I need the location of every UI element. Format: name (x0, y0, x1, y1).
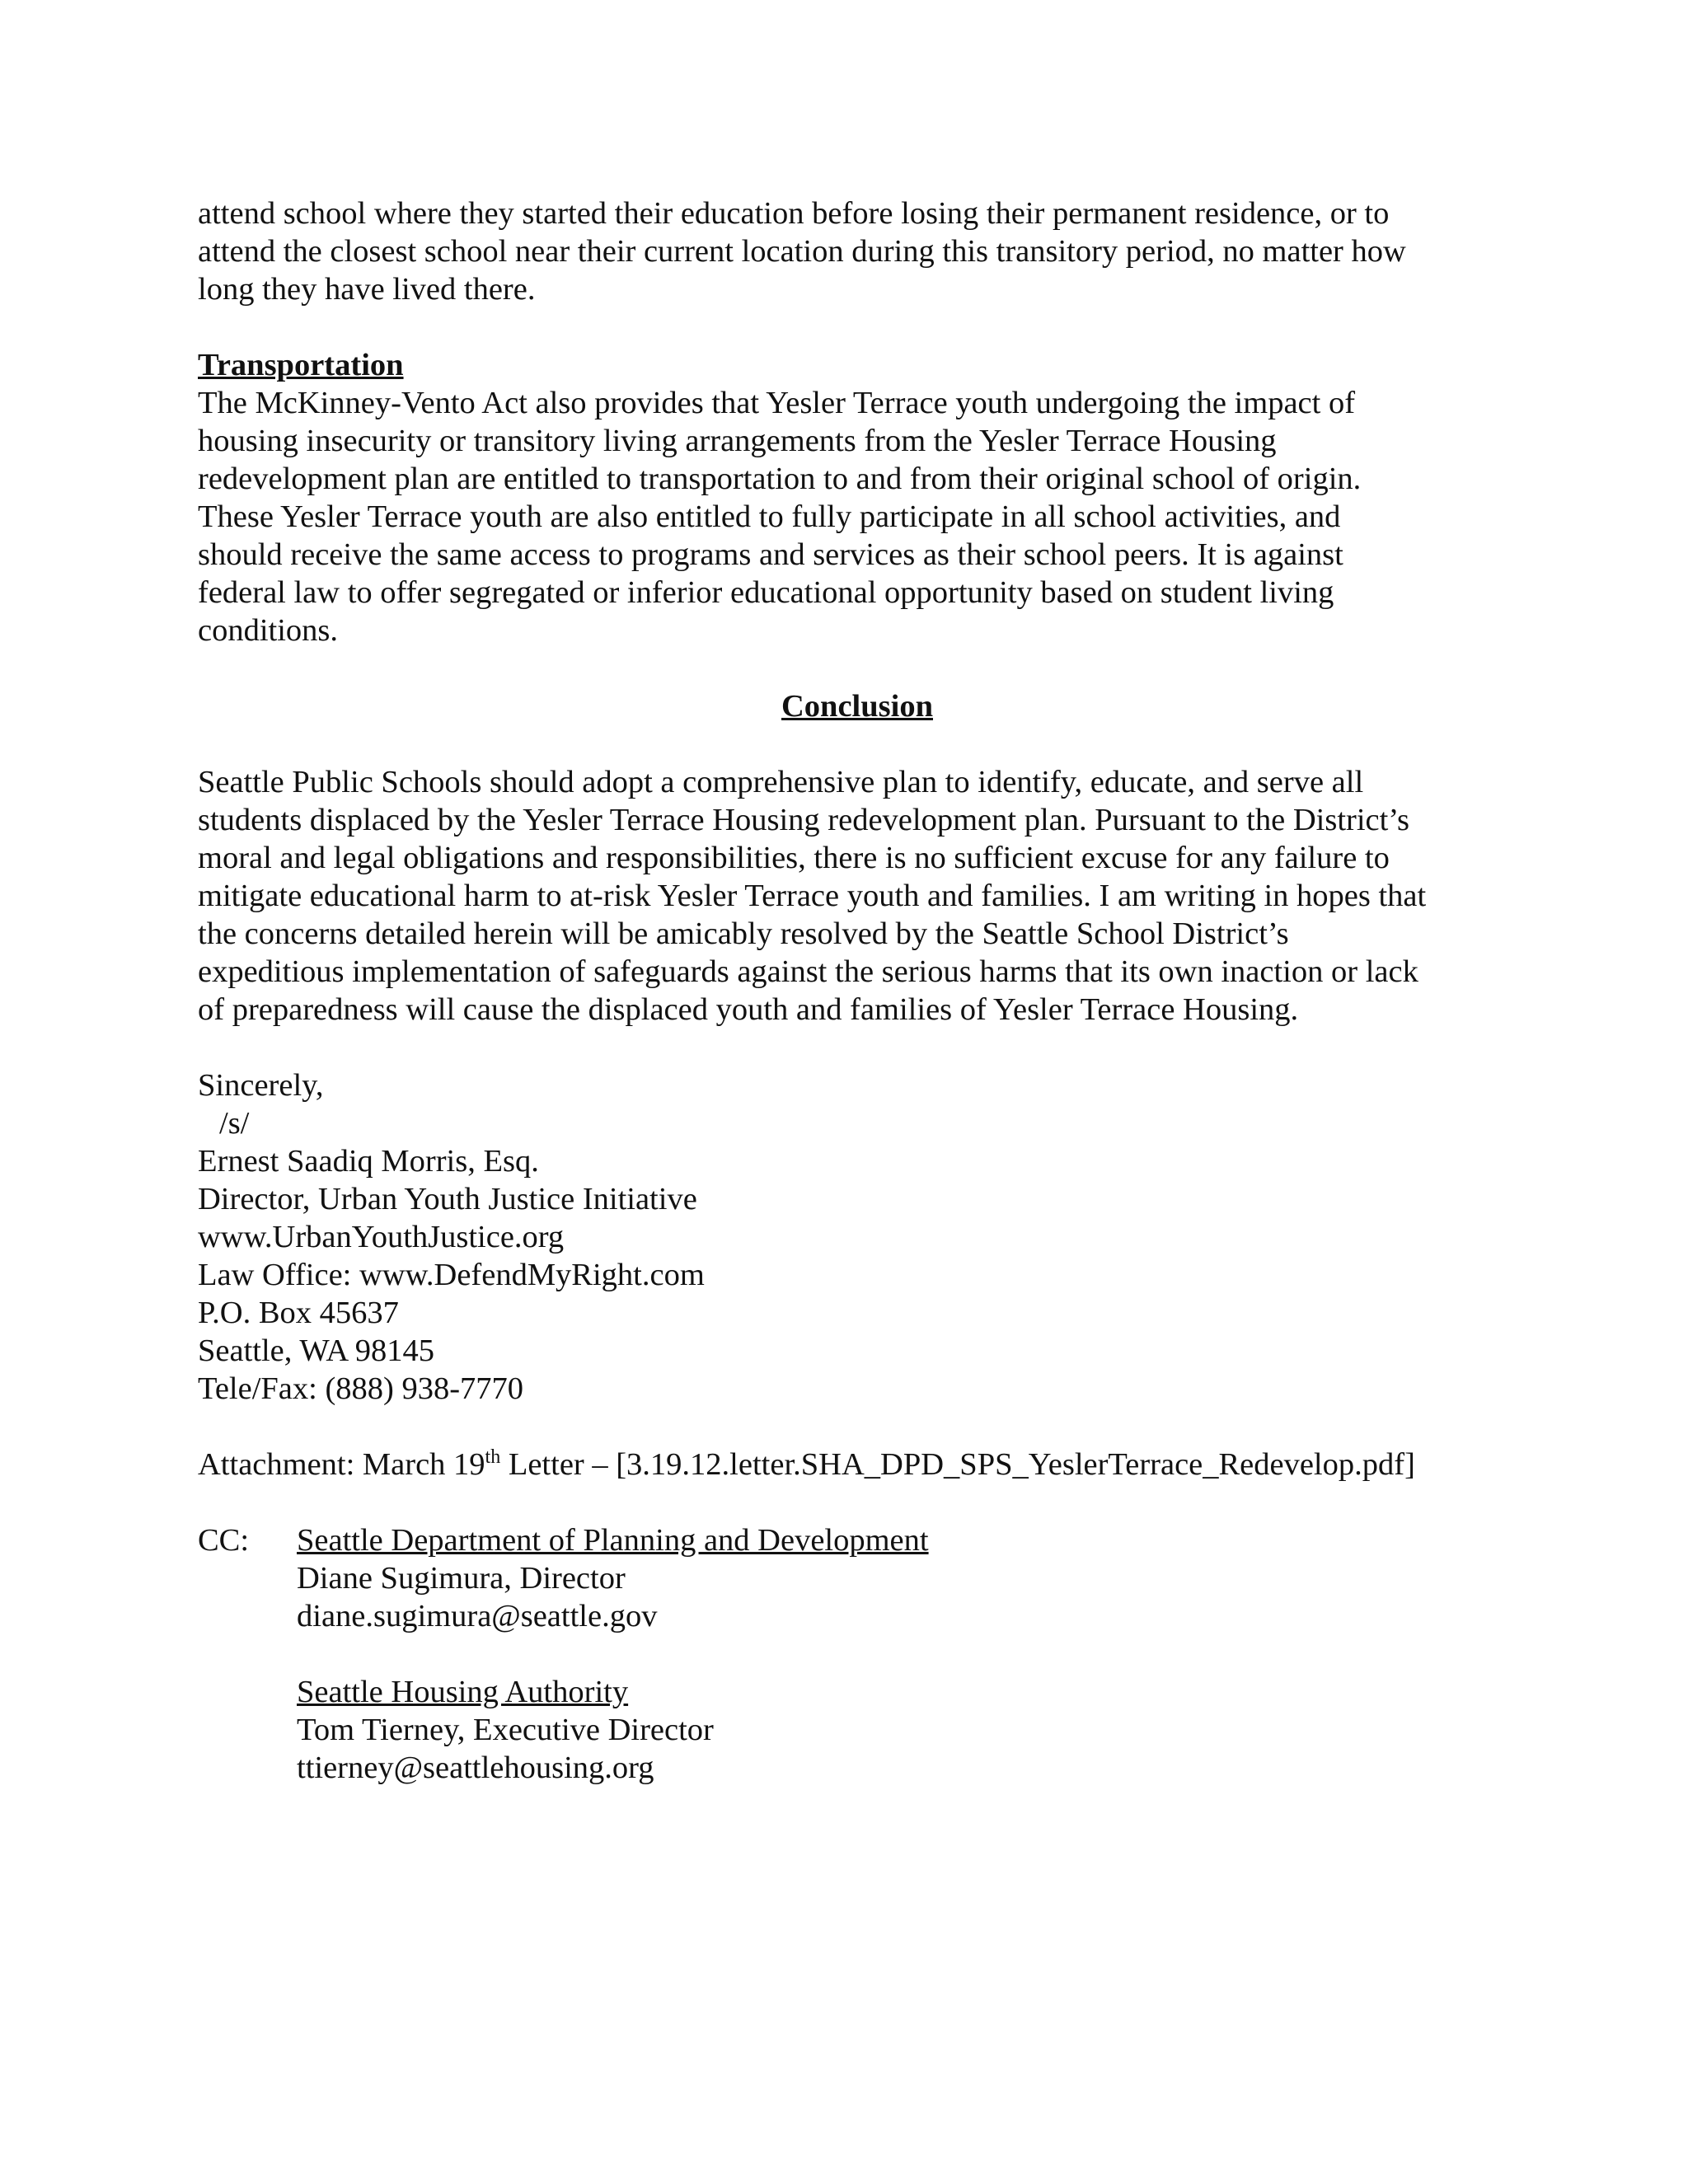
signature-block (198, 1066, 1517, 1408)
text-line: expeditious implementation of safeguards against the serious harms that its own inaction or lack (198, 954, 1418, 989)
text-line: The McKinney-Vento Act also provides that Yesler Terrace youth undergoing the impact of (198, 386, 1356, 420)
cc-org: Seattle Housing Authority (297, 1675, 629, 1709)
cc-person: Tom Tierney, Executive Director (297, 1713, 714, 1747)
signer-phone: Tele/Fax: (888) 938-7770 (198, 1371, 524, 1406)
attachment-suffix: Letter – [3.19.12.letter.SHA_DPD_SPS_YeslerTerrace_Redevelop.pdf] (500, 1447, 1415, 1482)
cc-org: Seattle Department of Planning and Development (297, 1523, 929, 1558)
text-line: students displaced by the Yesler Terrace Housing redevelopment plan. Pursuant to the District’s (198, 803, 1409, 837)
transportation-section (198, 346, 1517, 649)
signer-title: Director, Urban Youth Justice Initiative (198, 1182, 697, 1216)
text-line: housing insecurity or transitory living arrangements from the Yesler Terrace Housing (198, 424, 1277, 458)
text-line: Seattle Public Schools should adopt a comprehensive plan to identify, educate, and serve all (198, 765, 1364, 799)
cc-recipient (297, 1673, 1517, 1787)
cc-block (198, 1521, 1517, 1787)
attachment-line (198, 1446, 1517, 1483)
text-line: of preparedness will cause the displaced youth and families of Yesler Terrace Housing. (198, 992, 1299, 1027)
text-line: the concerns detailed herein will be amicably resolved by the Seattle School District’s (198, 916, 1289, 951)
cc-person: Diane Sugimura, Director (297, 1561, 626, 1596)
text-line: attend school where they started their education before losing their permanent residence, or to (198, 196, 1390, 231)
signer-po-box: P.O. Box 45637 (198, 1296, 399, 1330)
attachment-prefix: Attachment: March 19 (198, 1447, 485, 1482)
text-line: These Yesler Terrace youth are also entitled to fully participate in all school activities, and (198, 499, 1341, 534)
transportation-heading: Transportation (198, 348, 404, 382)
conclusion-paragraph (198, 763, 1517, 1029)
signer-name: Ernest Saadiq Morris, Esq. (198, 1144, 539, 1179)
text-line: attend the closest school near their current location during this transitory period, no matter how (198, 234, 1406, 269)
text-line: redevelopment plan are entitled to transportation to and from their original school of origin. (198, 462, 1362, 496)
attachment-ordinal: th (485, 1446, 501, 1469)
signature-mark: /s/ (219, 1106, 250, 1141)
text-line: mitigate educational harm to at-risk Yesler Terrace youth and families. I am writing in hopes that (198, 879, 1427, 913)
cc-email: ttierney@seattlehousing.org (297, 1750, 654, 1785)
cc-recipients (297, 1521, 1517, 1787)
text-line: moral and legal obligations and responsibilities, there is no sufficient excuse for any failure to (198, 841, 1390, 875)
conclusion-heading: Conclusion (781, 689, 933, 724)
signer-law-office: Law Office: www.DefendMyRight.com (198, 1258, 705, 1292)
text-line: federal law to offer segregated or inferior educational opportunity based on student living (198, 575, 1334, 610)
closing: Sincerely, (198, 1068, 324, 1103)
text-line: should receive the same access to programs and services as their school peers. It is against (198, 537, 1343, 572)
signer-city: Seattle, WA 98145 (198, 1333, 434, 1368)
cc-label: CC: (198, 1523, 250, 1558)
intro-paragraph (198, 194, 1517, 308)
text-line: conditions. (198, 613, 339, 648)
cc-email: diane.sugimura@seattle.gov (297, 1599, 658, 1633)
text-line: long they have lived there. (198, 272, 536, 307)
cc-recipient (297, 1521, 1517, 1635)
signer-website: www.UrbanYouthJustice.org (198, 1220, 565, 1254)
letter-page (198, 194, 1517, 1787)
